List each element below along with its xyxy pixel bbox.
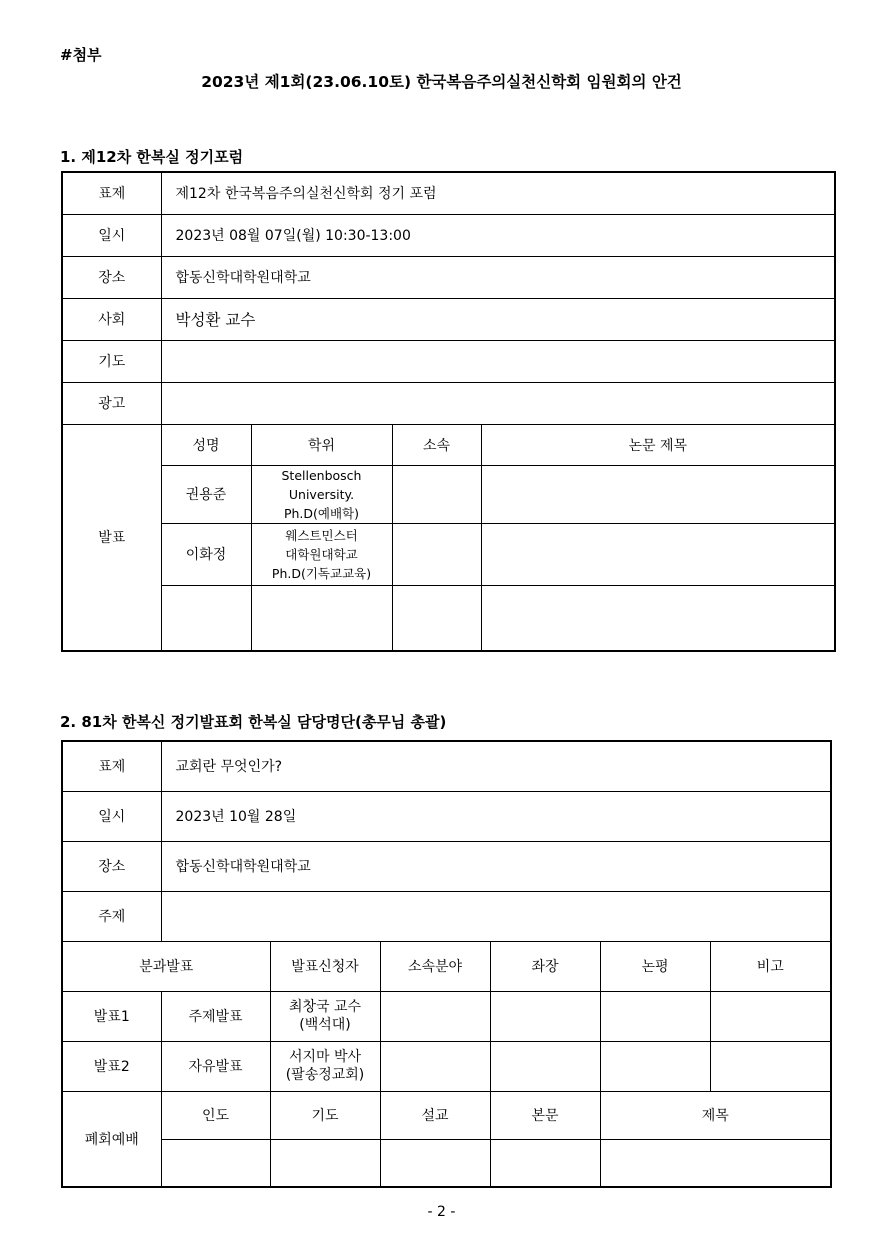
header-chair: 좌장 xyxy=(490,941,600,991)
presenter-affiliation xyxy=(392,465,481,523)
empty-cell xyxy=(380,1041,490,1091)
forum-host-value: 박성환 교수 xyxy=(161,298,835,340)
row-label: 일시 xyxy=(62,791,161,841)
presenter-paper-title xyxy=(481,523,835,585)
document-title: 2023년 제1회(23.06.10토) 한국복음주의실천신학회 임원회의 안건 xyxy=(201,73,682,91)
row-label: 일시 xyxy=(62,214,161,256)
empty-cell xyxy=(161,585,251,651)
presenter-degree: Stellenbosch University. Ph.D(예배학) xyxy=(251,465,392,523)
session-number: 발표2 xyxy=(62,1041,161,1091)
empty-cell xyxy=(490,1041,600,1091)
empty-cell xyxy=(490,1139,600,1187)
header-remarks: 비고 xyxy=(710,941,831,991)
header-prayer: 기도 xyxy=(270,1091,380,1139)
header-leader: 인도 xyxy=(161,1091,270,1139)
header-paper-title: 논문 제목 xyxy=(481,424,835,465)
session-applicant: 서지마 박사 (팔송정교회) xyxy=(270,1041,380,1091)
header-commentary: 논평 xyxy=(600,941,710,991)
empty-cell xyxy=(600,991,710,1041)
row-label: 표제 xyxy=(62,741,161,791)
empty-cell xyxy=(380,1139,490,1187)
forum-place-value: 합동신학대학원대학교 xyxy=(161,256,835,298)
header-sermon-title: 제목 xyxy=(600,1091,831,1139)
empty-cell xyxy=(251,585,392,651)
header-affiliation: 소속 xyxy=(392,424,481,465)
presentation-label: 발표 xyxy=(62,424,161,651)
row-label: 표제 xyxy=(62,172,161,214)
row-label: 주제 xyxy=(62,891,161,941)
row-label: 광고 xyxy=(62,382,161,424)
section1-heading: 1. 제12차 한복실 정기포럼 xyxy=(60,148,244,166)
forum-prayer-value xyxy=(161,340,835,382)
header-name: 성명 xyxy=(161,424,251,465)
closing-worship-label: 폐회예배 xyxy=(62,1091,161,1187)
section2-heading: 2. 81차 한복신 정기발표회 한복실 담당명단(총무님 총괄) xyxy=(60,713,447,731)
forum-table xyxy=(61,171,836,652)
row-label: 사회 xyxy=(62,298,161,340)
meeting-theme-value xyxy=(161,891,831,941)
page-number: - 2 - xyxy=(427,1204,456,1220)
presenter-name: 이화정 xyxy=(161,523,251,585)
row-label: 기도 xyxy=(62,340,161,382)
attachment-label: #첨부 xyxy=(60,46,102,64)
header-session: 분과발표 xyxy=(62,941,270,991)
header-field: 소속분야 xyxy=(380,941,490,991)
row-label: 장소 xyxy=(62,256,161,298)
presenter-name: 권용준 xyxy=(161,465,251,523)
session-applicant: 최창국 교수 (백석대) xyxy=(270,991,380,1041)
empty-cell xyxy=(600,1139,831,1187)
meeting-date-value: 2023년 10월 28일 xyxy=(161,791,831,841)
forum-title-value: 제12차 한국복음주의실천신학회 정기 포럼 xyxy=(161,172,835,214)
empty-cell xyxy=(161,1139,270,1187)
forum-date-value: 2023년 08월 07일(월) 10:30-13:00 xyxy=(161,214,835,256)
empty-cell xyxy=(392,585,481,651)
empty-cell xyxy=(270,1139,380,1187)
empty-cell xyxy=(710,991,831,1041)
empty-cell xyxy=(490,991,600,1041)
presenter-affiliation xyxy=(392,523,481,585)
session-type: 자유발표 xyxy=(161,1041,270,1091)
empty-cell xyxy=(710,1041,831,1091)
meeting-place-value: 합동신학대학원대학교 xyxy=(161,841,831,891)
forum-notice-value xyxy=(161,382,835,424)
header-sermon: 설교 xyxy=(380,1091,490,1139)
header-scripture: 본문 xyxy=(490,1091,600,1139)
empty-cell xyxy=(600,1041,710,1091)
presenter-paper-title xyxy=(481,465,835,523)
presenter-degree: 웨스트민스터 대학원대학교 Ph.D(기독교교육) xyxy=(251,523,392,585)
empty-cell xyxy=(380,991,490,1041)
header-degree: 학위 xyxy=(251,424,392,465)
presentation-meeting-table xyxy=(61,740,832,1188)
empty-cell xyxy=(481,585,835,651)
session-type: 주제발표 xyxy=(161,991,270,1041)
row-label: 장소 xyxy=(62,841,161,891)
header-applicant: 발표신청자 xyxy=(270,941,380,991)
meeting-title-value: 교회란 무엇인가? xyxy=(161,741,831,791)
session-number: 발표1 xyxy=(62,991,161,1041)
